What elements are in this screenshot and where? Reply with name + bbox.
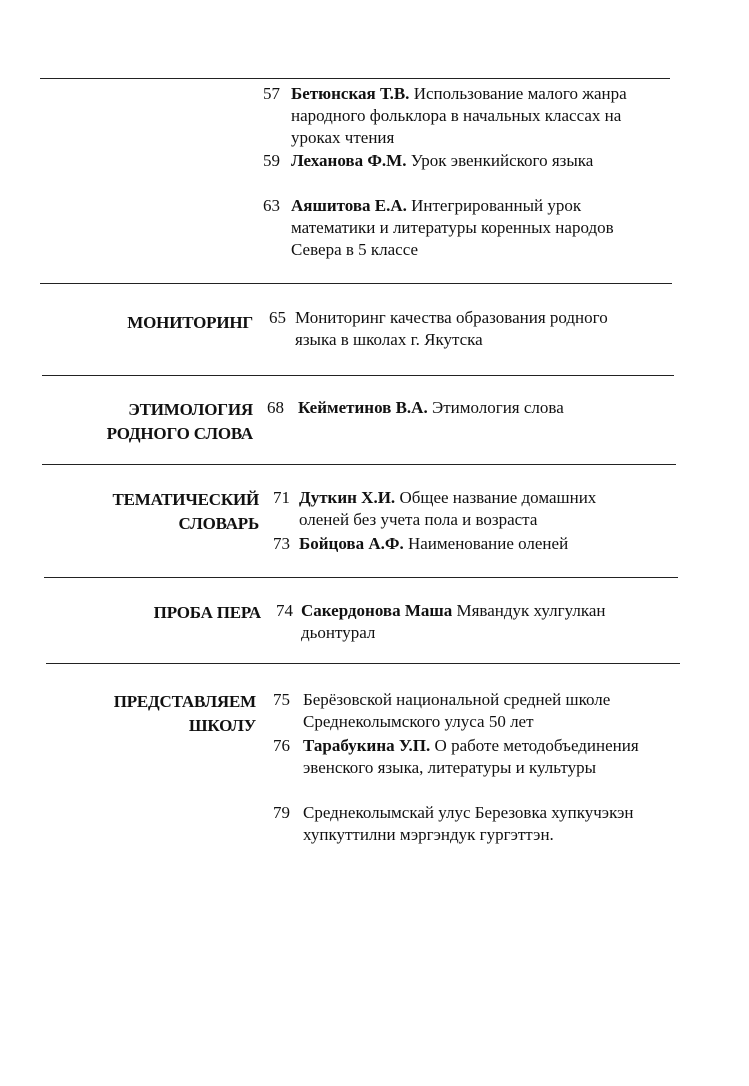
entry-text <box>303 802 643 846</box>
entry-title: Интегрированный урок математики и литературы коренных народов Севера в 5 классе <box>291 196 614 259</box>
entry-title: Общее название домашних оленей без учета пола и возраста <box>299 488 597 529</box>
entry-title: О работе методобъединения эвенского языка, литературы и культуры <box>303 736 639 777</box>
entry-title: Берёзовской национальной средней школе Среднеколымского улуса 50 лет <box>303 690 611 731</box>
entry-author: Сакердонова Маша <box>301 601 453 620</box>
section-heading: ЭТИМОЛОГИЯ РОДНОГО СЛОВА <box>106 400 253 443</box>
entry-author: Аяшитова Е.А. <box>291 196 407 215</box>
section-heading: МОНИТОРИНГ <box>127 313 253 332</box>
entry-text <box>298 397 638 419</box>
page-number: 73 <box>273 534 290 553</box>
divider <box>44 577 678 578</box>
page-number: 75 <box>273 690 290 709</box>
entry-author: Бойцова А.Ф. <box>299 534 404 553</box>
entry-title: Среднеколымскай улус Березовка хупкучэкэн хупкуттилни мэргэндук гургэттэн. <box>303 803 634 844</box>
entry-text <box>291 83 651 149</box>
divider-top <box>40 78 670 79</box>
entry-author: Тарабукина У.П. <box>303 736 431 755</box>
entry-title: Мявандук хулгулкан дьонтурал <box>301 601 606 642</box>
page-number: 79 <box>273 803 290 822</box>
page-number: 59 <box>263 151 280 170</box>
entry-text <box>295 307 635 351</box>
divider <box>40 283 672 284</box>
page-number: 63 <box>263 196 280 215</box>
section-heading: ПРОБА ПЕРА <box>153 603 261 622</box>
entry-text <box>299 487 644 531</box>
entry-text <box>301 600 681 644</box>
entry-author: Леханова Ф.М. <box>291 151 407 170</box>
entry-text <box>291 195 646 261</box>
entry-author: Бетюнская Т.В. <box>291 84 410 103</box>
page-number: 71 <box>273 488 290 507</box>
divider <box>46 663 680 664</box>
entry-text <box>299 533 679 555</box>
entry-author: Кейметинов В.А. <box>298 398 428 417</box>
entry-title: Наименование оленей <box>403 534 569 553</box>
entry-text <box>291 150 621 172</box>
page-number: 74 <box>276 601 293 620</box>
section-heading: ТЕМАТИЧЕСКИЙ СЛОВАРЬ <box>112 490 259 533</box>
divider <box>42 464 676 465</box>
section-heading: ПРЕДСТАВЛЯЕМ ШКОЛУ <box>113 692 256 735</box>
entry-title: Мониторинг качества образования родного языка в школах г. Якутска <box>295 308 608 349</box>
entry-text <box>303 735 673 779</box>
entry-title: Использование малого жанра народного фольклора в начальных классах на уроках чтения <box>291 84 627 147</box>
page-number: 57 <box>263 84 280 103</box>
entry-title: Этимология слова <box>427 398 564 417</box>
divider <box>42 375 674 376</box>
page-number: 68 <box>267 398 284 417</box>
page-number: 65 <box>269 308 286 327</box>
entry-text <box>303 689 663 733</box>
entry-title: Урок эвенкийского языка <box>406 151 594 170</box>
entry-author: Дуткин Х.И. <box>299 488 396 507</box>
page-number: 76 <box>273 736 290 755</box>
